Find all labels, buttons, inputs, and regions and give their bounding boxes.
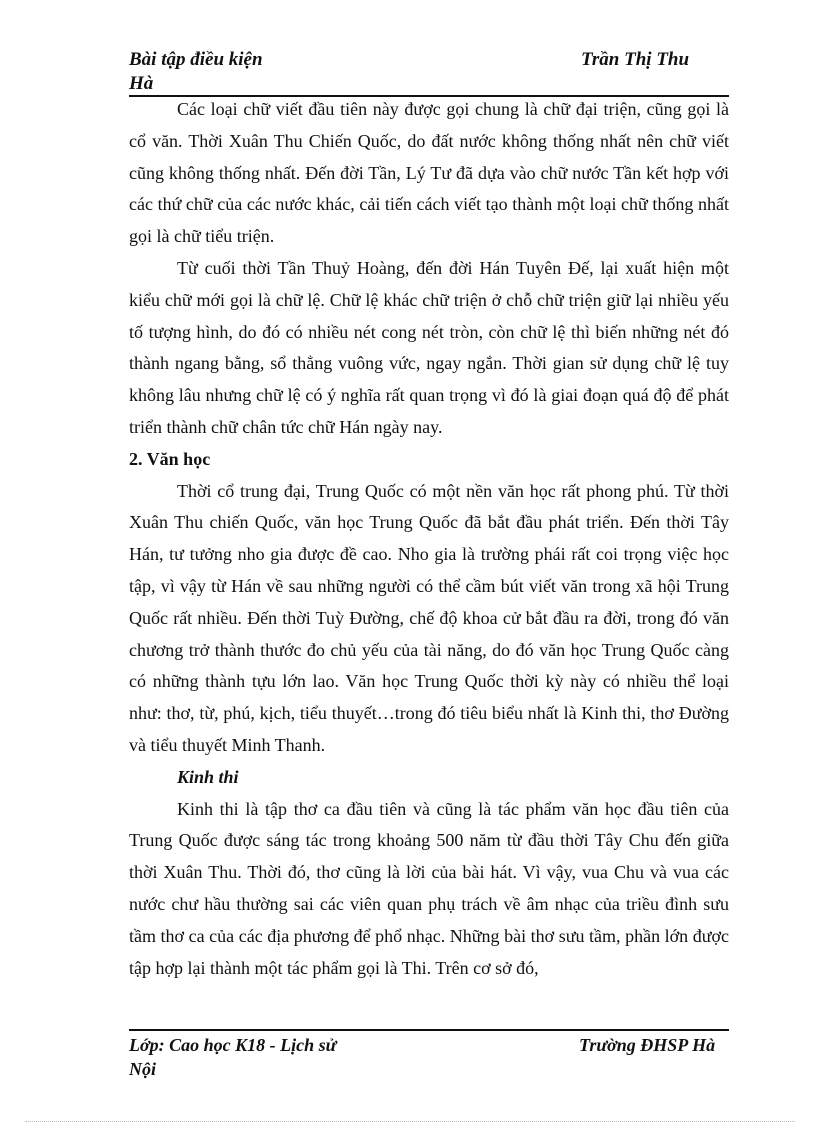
footer-rule [129, 1029, 729, 1031]
header-author: Trần Thị Thu [581, 49, 690, 70]
footer-school: Trường ĐHSP Hà [579, 1035, 716, 1055]
header-left-title-continued: Hà [129, 73, 154, 94]
header-left-title: Bài tập điều kiện [129, 49, 263, 70]
page-footer [129, 1033, 729, 1081]
footer-school-continued: Nội [129, 1059, 156, 1079]
paragraph-2: Từ cuối thời Tần Thuỷ Hoàng, đến đời Hán Tuyên Đế, lại xuất hiện một kiểu chữ mới gọi là chữ lệ. Chữ lệ khác chữ triện ở chỗ chữ triện giữ lại nhiều yếu tố tượng hình, do đó có nhiều nét cong nét tròn, còn chữ lệ thì biến những nét đó thành ngang bằng, sổ thẳng vuông vức, ngay ngắn. Thời gian sử dụng chữ lệ tuy không lâu nhưng chữ lệ có ý nghĩa rất quan trọng vì đó là giai đoạn quá độ để phát triển thành chữ chân tức chữ Hán ngày nay. [129, 257, 729, 437]
subsection-heading: Kinh thi [177, 766, 239, 787]
paragraph-3: Thời cổ trung đại, Trung Quốc có một nền văn học rất phong phú. Từ thời Xuân Thu chiến Quốc, văn học Trung Quốc đã bắt đầu phát triển. Đến thời Tây Hán, tư tưởng nho gia được đề cao. Nho gia là trường phái rất coi trọng việc học tập, vì vậy từ Hán về sau những người có thể cầm bút viết văn trong xã hội Trung Quốc rất nhiều. Đến thời Tuỳ Đường, chế độ khoa cử bắt đầu ra đời, trong đó văn chương trở thành thước đo chủ yếu của tài năng, do đó văn học Trung Quốc càng có những thành tựu lớn lao. Văn học Trung Quốc thời kỳ này có nhiều thể loại như: thơ, từ, phú, kịch, tiểu thuyết…trong đó tiêu biểu nhất là Kinh thi, thơ Đường và tiểu thuyết Minh Thanh. [129, 480, 729, 755]
footer-class: Lớp: Cao học K18 - Lịch sử [129, 1035, 337, 1055]
section-heading: 2. Văn học [129, 448, 211, 469]
paragraph-1: Các loại chữ viết đầu tiên này được gọi chung là chữ đại triện, cũng gọi là cổ văn. Thời Xuân Thu Chiến Quốc, do đất nước không thống nhất nên chữ viết cũng không thống nhất. Đến đời Tần, Lý Tư đã dựa vào chữ nước Tần kết hợp với các thứ chữ của các nước khác, cải tiến cách viết tạo thành một loại chữ thống nhất gọi là chữ tiểu triện. [129, 99, 729, 247]
page-header [129, 48, 729, 96]
page-edge-dotted-line [25, 1121, 795, 1122]
paragraph-4: Kinh thi là tập thơ ca đầu tiên và cũng là tác phẩm văn học đầu tiên của Trung Quốc được sáng tác trong khoảng 500 năm từ đầu thời Tây Chu đến giữa thời Xuân Thu. Thời đó, thơ cũng là lời của bài hát. Vì vậy, vua Chu và vua các nước chư hầu thường sai các viên quan phụ trách về âm nhạc của triều đình sưu tầm thơ ca của các địa phương để phổ nhạc. Những bài thơ sưu tầm, phần lớn được tập hợp lại thành một tác phẩm gọi là Thi. Trên cơ sở đó, [129, 798, 729, 978]
page-body [129, 94, 729, 984]
